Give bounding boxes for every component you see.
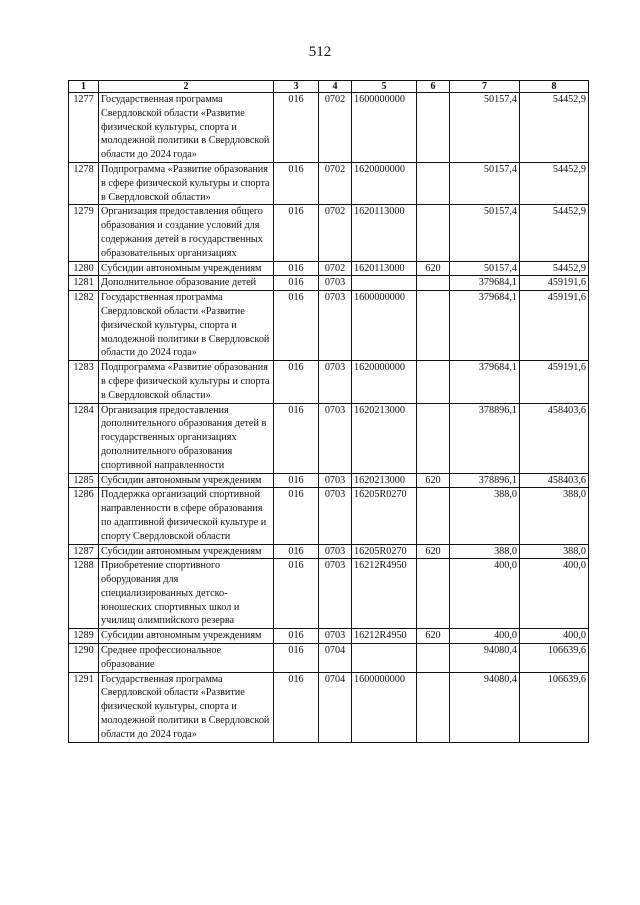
row-ved-code: 016	[274, 473, 319, 488]
table-row	[69, 291, 589, 361]
row-amount-year1: 94080,4	[450, 672, 520, 742]
row-amount-year1: 400,0	[450, 559, 520, 629]
row-target-article: 16205R0270	[352, 488, 417, 544]
row-amount-year2: 459191,6	[520, 361, 589, 403]
header-col-1: 1	[69, 81, 99, 93]
table-row	[69, 162, 589, 204]
row-amount-year1: 400,0	[450, 629, 520, 644]
row-section-code: 0703	[319, 276, 352, 291]
row-ved-code: 016	[274, 559, 319, 629]
row-number: 1284	[69, 403, 99, 473]
row-expense-type	[417, 93, 450, 163]
row-expense-type	[417, 276, 450, 291]
row-name: Государственная программа Свердловской области «Развитие физической культуры, спорта и молодежной политики в Свердловской области до 2024 года»	[99, 672, 274, 742]
header-col-3: 3	[274, 81, 319, 93]
row-target-article	[352, 644, 417, 673]
row-number: 1289	[69, 629, 99, 644]
row-name: Дополнительное образование детей	[99, 276, 274, 291]
row-name: Субсидии автономным учреждениям	[99, 544, 274, 559]
row-name: Подпрограмма «Развитие образования в сфере физической культуры и спорта в Свердловской области»	[99, 361, 274, 403]
row-expense-type: 620	[417, 261, 450, 276]
table-row	[69, 488, 589, 544]
row-target-article: 1600000000	[352, 672, 417, 742]
row-name: Субсидии автономным учреждениям	[99, 629, 274, 644]
row-section-code: 0702	[319, 261, 352, 276]
row-target-article	[352, 276, 417, 291]
row-amount-year2: 459191,6	[520, 291, 589, 361]
row-ved-code: 016	[274, 629, 319, 644]
row-ved-code: 016	[274, 162, 319, 204]
row-amount-year2: 459191,6	[520, 276, 589, 291]
row-section-code: 0702	[319, 93, 352, 163]
header-col-6: 6	[417, 81, 450, 93]
row-amount-year2: 400,0	[520, 559, 589, 629]
row-target-article: 16212R4950	[352, 559, 417, 629]
row-expense-type	[417, 403, 450, 473]
row-ved-code: 016	[274, 644, 319, 673]
row-amount-year1: 388,0	[450, 488, 520, 544]
row-name: Организация предоставления дополнительного образования детей в государственных организациях дополнительного образования спортивной направленности	[99, 403, 274, 473]
row-name: Подпрограмма «Развитие образования в сфере физической культуры и спорта в Свердловской области»	[99, 162, 274, 204]
row-ved-code: 016	[274, 544, 319, 559]
row-target-article: 1600000000	[352, 291, 417, 361]
row-amount-year2: 106639,6	[520, 644, 589, 673]
row-target-article: 1620213000	[352, 403, 417, 473]
row-name: Государственная программа Свердловской области «Развитие физической культуры, спорта и молодежной политики в Свердловской области до 2024 года»	[99, 93, 274, 163]
row-target-article: 1620000000	[352, 162, 417, 204]
row-amount-year2: 458403,6	[520, 473, 589, 488]
table-row	[69, 629, 589, 644]
header-col-8: 8	[520, 81, 589, 93]
row-name: Приобретение спортивного оборудования для специализированных детско-юношеских спортивных школ и училищ олимпийского резерва	[99, 559, 274, 629]
row-amount-year1: 378896,1	[450, 473, 520, 488]
row-section-code: 0703	[319, 629, 352, 644]
row-section-code: 0703	[319, 291, 352, 361]
row-expense-type	[417, 672, 450, 742]
page-number: 512	[308, 44, 332, 60]
table-row	[69, 205, 589, 261]
header-col-7: 7	[450, 81, 520, 93]
row-name: Субсидии автономным учреждениям	[99, 261, 274, 276]
table-row	[69, 544, 589, 559]
row-expense-type: 620	[417, 544, 450, 559]
row-name: Поддержка организаций спортивной направленности в сфере образования по адаптивной физической культуре и спорту Свердловской области	[99, 488, 274, 544]
row-amount-year1: 379684,1	[450, 276, 520, 291]
row-amount-year2: 388,0	[520, 544, 589, 559]
row-section-code: 0703	[319, 559, 352, 629]
row-section-code: 0703	[319, 488, 352, 544]
row-number: 1281	[69, 276, 99, 291]
row-number: 1277	[69, 93, 99, 163]
table-row	[69, 644, 589, 673]
row-ved-code: 016	[274, 361, 319, 403]
row-target-article: 1620213000	[352, 473, 417, 488]
row-expense-type	[417, 559, 450, 629]
row-section-code: 0704	[319, 644, 352, 673]
row-section-code: 0702	[319, 205, 352, 261]
row-expense-type	[417, 291, 450, 361]
row-ved-code: 016	[274, 93, 319, 163]
row-amount-year2: 400,0	[520, 629, 589, 644]
row-ved-code: 016	[274, 276, 319, 291]
row-name: Среднее профессиональное образование	[99, 644, 274, 673]
row-amount-year2: 54452,9	[520, 205, 589, 261]
table-row	[69, 672, 589, 742]
row-number: 1282	[69, 291, 99, 361]
row-name: Государственная программа Свердловской области «Развитие физической культуры, спорта и молодежной политики в Свердловской области до 2024 года»	[99, 291, 274, 361]
row-amount-year2: 458403,6	[520, 403, 589, 473]
row-name: Субсидии автономным учреждениям	[99, 473, 274, 488]
row-number: 1287	[69, 544, 99, 559]
row-number: 1290	[69, 644, 99, 673]
row-target-article: 16212R4950	[352, 629, 417, 644]
row-amount-year2: 388,0	[520, 488, 589, 544]
row-section-code: 0704	[319, 672, 352, 742]
row-ved-code: 016	[274, 672, 319, 742]
row-amount-year1: 50157,4	[450, 162, 520, 204]
row-amount-year1: 379684,1	[450, 291, 520, 361]
row-expense-type	[417, 488, 450, 544]
table-row	[69, 403, 589, 473]
row-amount-year1: 388,0	[450, 544, 520, 559]
row-name: Организация предоставления общего образования и создание условий для содержания детей в государственных образовательных организациях	[99, 205, 274, 261]
header-col-5: 5	[352, 81, 417, 93]
row-amount-year2: 54452,9	[520, 162, 589, 204]
row-amount-year1: 379684,1	[450, 361, 520, 403]
row-number: 1291	[69, 672, 99, 742]
row-section-code: 0703	[319, 361, 352, 403]
row-ved-code: 016	[274, 403, 319, 473]
table-row	[69, 361, 589, 403]
table-row	[69, 276, 589, 291]
row-ved-code: 016	[274, 205, 319, 261]
table-row	[69, 559, 589, 629]
row-target-article: 16205R0270	[352, 544, 417, 559]
table-row	[69, 473, 589, 488]
row-amount-year2: 54452,9	[520, 261, 589, 276]
row-expense-type: 620	[417, 629, 450, 644]
row-section-code: 0703	[319, 473, 352, 488]
row-section-code: 0702	[319, 162, 352, 204]
budget-table	[68, 80, 589, 743]
header-col-4: 4	[319, 81, 352, 93]
row-amount-year1: 94080,4	[450, 644, 520, 673]
row-target-article: 1620113000	[352, 261, 417, 276]
row-ved-code: 016	[274, 488, 319, 544]
row-amount-year2: 106639,6	[520, 672, 589, 742]
row-amount-year2: 54452,9	[520, 93, 589, 163]
row-expense-type	[417, 361, 450, 403]
row-number: 1285	[69, 473, 99, 488]
row-target-article: 1620113000	[352, 205, 417, 261]
row-expense-type: 620	[417, 473, 450, 488]
table-row	[69, 261, 589, 276]
row-amount-year1: 50157,4	[450, 261, 520, 276]
row-number: 1280	[69, 261, 99, 276]
table-row	[69, 93, 589, 163]
row-target-article: 1620000000	[352, 361, 417, 403]
row-number: 1286	[69, 488, 99, 544]
row-number: 1283	[69, 361, 99, 403]
row-expense-type	[417, 205, 450, 261]
row-number: 1279	[69, 205, 99, 261]
row-target-article: 1600000000	[352, 93, 417, 163]
row-amount-year1: 50157,4	[450, 205, 520, 261]
header-col-2: 2	[99, 81, 274, 93]
row-amount-year1: 50157,4	[450, 93, 520, 163]
row-amount-year1: 378896,1	[450, 403, 520, 473]
row-section-code: 0703	[319, 403, 352, 473]
table-header-row	[69, 81, 589, 93]
row-expense-type	[417, 162, 450, 204]
row-number: 1288	[69, 559, 99, 629]
row-number: 1278	[69, 162, 99, 204]
row-expense-type	[417, 644, 450, 673]
row-ved-code: 016	[274, 261, 319, 276]
row-section-code: 0703	[319, 544, 352, 559]
row-ved-code: 016	[274, 291, 319, 361]
